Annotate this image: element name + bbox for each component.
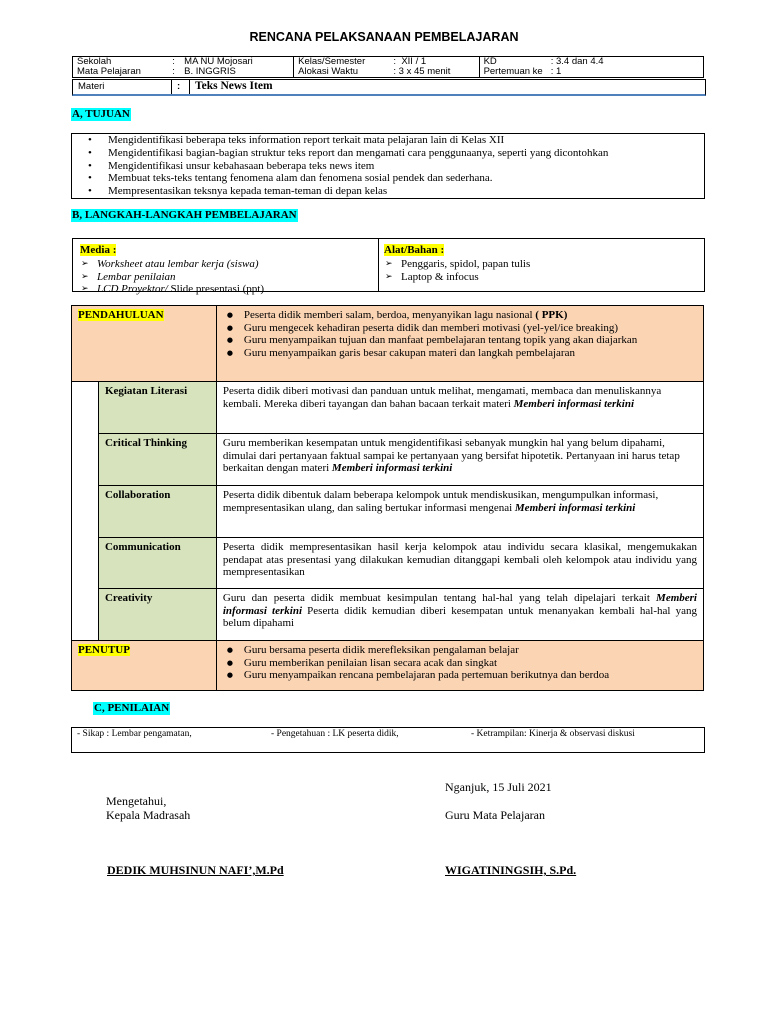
langkah-heading: B, LANGKAH-LANGKAH PEMBELAJARAN	[72, 209, 297, 221]
mengetahui-text: Mengetahui,	[106, 794, 167, 808]
document-title: RENCANA PELAKSANAAN PEMBELAJARAN	[249, 30, 519, 44]
sekolah-value: MA NU Mojosari	[184, 56, 253, 67]
critical-thinking-content: Guru memberikan kesempatan untuk mengidentifikasi sebanyak mungkin hal yang belum dipahami, dimulai dari pertanyaan faktual sampai ke pertanyaan yang bersifat hipotetik. Pertanyaan ini harus tetap berkaitan dengan materi Memberi informasi terkini	[216, 434, 703, 486]
colon: :	[172, 56, 175, 67]
mapel-value: B. INGGRIS	[184, 66, 236, 77]
creativity-label: Creativity	[98, 589, 216, 641]
penutup-content	[216, 641, 703, 691]
place-date: Nganjuk, 15 Juli 2021	[445, 780, 552, 794]
kd-value: : 3.4 dan 4.4	[550, 56, 604, 67]
kelas-label: Kelas/Semester	[294, 57, 390, 68]
list-item: ● Guru memberikan penilaian lisan secara acak dan singkat	[219, 657, 697, 670]
pendahuluan-content	[216, 306, 703, 382]
tujuan-heading: A, TUJUAN	[72, 108, 130, 120]
media-label: Media :	[80, 244, 117, 256]
list-item: ➢ Laptop & infocus	[383, 271, 704, 284]
materi-row	[72, 79, 706, 96]
communication-label: Communication	[98, 538, 216, 589]
identity-table	[72, 56, 704, 78]
list-item: • Mengidentifikasi bagian-bagian struktur teks report dan mengamati cara penggunaanya, seperti yang dicontohkan	[72, 147, 704, 160]
kepala-title: Kepala Madrasah	[106, 808, 191, 822]
list-item: • Mengidentifikasi beberapa teks information report terkait mata pelajaran lain di Kelas XII	[72, 134, 704, 147]
list-item: ● Guru mengecek kehadiran peserta didik dan memberi motivasi (yel-yel/ice breaking)	[219, 322, 697, 335]
list-item: ● Peserta didik memberi salam, berdoa, menyanyikan lagu nasional ( PPK)	[219, 309, 697, 322]
colon: :	[177, 81, 181, 92]
keterampilan-item: - Ketrampilan: Kinerja & observasi diskusi	[471, 729, 635, 739]
guru-name: WIGATININGSIH, S.Pd.	[445, 863, 577, 877]
list-item: ● Guru menyampaikan tujuan dan manfaat pembelajaran tentang topik yang akan diajarkan	[219, 334, 697, 347]
penutup-label: PENUTUP	[72, 641, 217, 691]
alokasi-value: : 3 x 45 menit	[393, 66, 451, 77]
steps-table	[71, 305, 704, 691]
collaboration-label: Collaboration	[98, 486, 216, 538]
colon: :	[172, 66, 175, 77]
materi-value: Teks News Item	[195, 80, 273, 92]
alat-column	[378, 239, 704, 291]
media-alat-box	[72, 238, 705, 296]
sikap-item: - Sikap : Lembar pengamatan,	[77, 729, 192, 739]
communication-content: Peserta didik mempresentasikan hasil kerja kelompok atau individu secara klasikal, mengemukakan pendapat atas presentasi yang dilakukan kemudian ditanggapi kembali oleh kelompok atau individu yang mempresentasikan	[216, 538, 703, 589]
list-item: ● Guru bersama peserta didik merefleksikan pengalaman belajar	[219, 644, 697, 657]
materi-label: Materi	[78, 81, 105, 92]
list-item: ➢ Penggaris, spidol, papan tulis	[383, 258, 704, 271]
penilaian-box	[71, 727, 705, 753]
list-item: ● Guru menyampaikan rencana pembelajaran pada pertemuan berikutnya dan berdoa	[219, 669, 697, 682]
media-column	[73, 239, 378, 296]
alokasi-label: Alokasi Waktu	[294, 67, 390, 78]
sekolah-label: Sekolah	[77, 56, 112, 67]
pertemuan-value: : 1	[550, 66, 562, 77]
kd-label: KD	[479, 57, 547, 68]
literasi-label: Kegiatan Literasi	[98, 382, 216, 434]
inti-margin	[72, 382, 99, 641]
list-item: • Membuat teks-teks tentang fenomena alam dan fenomena sosial pendek dan sederhana.	[72, 172, 704, 185]
pengetahuan-item: - Pengetahuan : LK peserta didik,	[271, 729, 399, 739]
list-item: • Mengidentifikasi unsur kebahasaan beberapa teks news item	[72, 160, 704, 173]
tujuan-box	[71, 133, 705, 199]
penilaian-heading: C, PENILAIAN	[94, 702, 170, 714]
pertemuan-label: Pertemuan ke	[479, 67, 547, 78]
mapel-label: Mata Pelajaran	[77, 66, 141, 77]
list-item: • Mempresentasikan teksnya kepada teman-teman di depan kelas	[72, 185, 704, 198]
list-item: ➢ Worksheet atau lembar kerja (siswa)	[79, 258, 378, 271]
kepala-name: DEDIK MUHSINUN NAFI’,M.Pd	[107, 863, 284, 877]
tujuan-list	[72, 134, 704, 198]
list-item: ➢ Lembar penilaian	[79, 271, 378, 284]
list-item: ➢ LCD Proyektor/ Slide presentasi (ppt)	[79, 283, 378, 296]
collaboration-content: Peserta didik dibentuk dalam beberapa kelompok untuk mendiskusikan, mengumpulkan informasi, mempresentasikan ulang, dan saling bertukar informasi mengenai Memberi informasi terkini	[216, 486, 703, 538]
kelas-value: : XII / 1	[393, 56, 427, 67]
guru-title: Guru Mata Pelajaran	[445, 808, 545, 822]
pendahuluan-label: PENDAHULUAN	[72, 306, 217, 382]
critical-thinking-label: Critical Thinking	[98, 434, 216, 486]
alat-label: Alat/Bahan :	[384, 244, 445, 256]
literasi-content: Peserta didik diberi motivasi dan panduan untuk melihat, mengamati, membaca dan menuliskannya kembali. Mereka diberi tayangan dan bahan bacaan terkait materi Memberi informasi terkini	[216, 382, 703, 434]
creativity-content: Guru dan peserta didik membuat kesimpulan tentang hal-hal yang telah dipelajari terkait Memberi informasi terkini Peserta didik kemudian diberi kesempatan untuk menanyakan kembali hal-hal yang belum dipahami	[216, 589, 703, 641]
list-item: ● Guru menyampaikan garis besar cakupan materi dan langkah pembelajaran	[219, 347, 697, 360]
